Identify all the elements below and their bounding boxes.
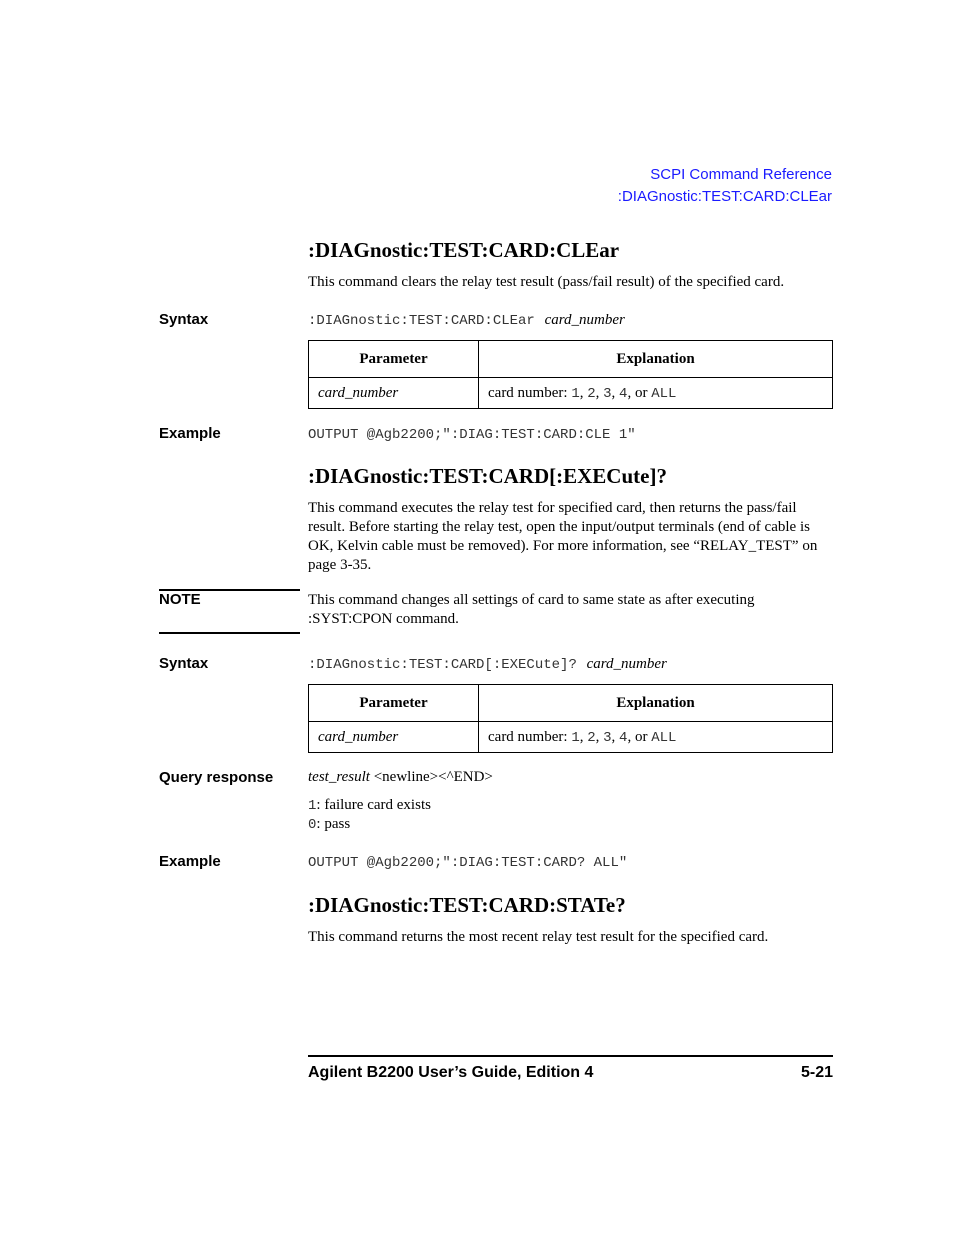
table-cell-parameter: card_number bbox=[309, 378, 479, 409]
separator: , or bbox=[627, 384, 652, 401]
query-response-line bbox=[308, 769, 493, 786]
response-code: 1 bbox=[308, 798, 317, 814]
response-text: : pass bbox=[316, 816, 351, 832]
table-cell-explanation bbox=[479, 722, 833, 753]
value-4: 4 bbox=[619, 729, 628, 746]
syntax-label: Syntax bbox=[159, 311, 209, 328]
section-title-execute: :DIAGnostic:TEST:CARD[:EXECute]? bbox=[308, 464, 667, 488]
separator: , bbox=[611, 384, 620, 401]
query-response-variable: test_result bbox=[308, 769, 370, 785]
response-text: : failure card exists bbox=[316, 797, 431, 813]
value-1: 1 bbox=[571, 385, 580, 402]
footer-title: Agilent B2200 User’s Guide, Edition 4 bbox=[308, 1064, 594, 1081]
separator: , bbox=[595, 728, 604, 745]
value-all: ALL bbox=[651, 385, 677, 402]
note-label: NOTE bbox=[159, 591, 201, 608]
separator: , bbox=[579, 728, 588, 745]
query-response-terminator: <newline><^END> bbox=[369, 769, 493, 785]
query-response-label: Query response bbox=[159, 769, 274, 786]
note-text: This command changes all settings of card to same state as after executing :SYST:CPON command. bbox=[308, 592, 755, 627]
syntax-code: :DIAGnostic:TEST:CARD:CLEar bbox=[308, 313, 535, 329]
example-label: Example bbox=[159, 425, 221, 442]
page-number: 5-21 bbox=[800, 1064, 833, 1081]
example-code: OUTPUT @Agb2200;":DIAG:TEST:CARD:CLE 1" bbox=[308, 427, 636, 443]
syntax-argument: card_number bbox=[586, 656, 667, 672]
value-all: ALL bbox=[651, 729, 677, 746]
value-2: 2 bbox=[587, 385, 596, 402]
response-value-pass bbox=[308, 816, 350, 833]
explanation-prefix: card number: bbox=[488, 728, 572, 745]
response-value-failure bbox=[308, 797, 431, 814]
value-4: 4 bbox=[619, 385, 628, 402]
example-code: OUTPUT @Agb2200;":DIAG:TEST:CARD? ALL" bbox=[308, 855, 628, 871]
table-cell-explanation bbox=[479, 378, 833, 409]
separator: , bbox=[595, 384, 604, 401]
syntax-line bbox=[308, 656, 667, 673]
section-description-execute: This command executes the relay test for specified card, then returns the pass/fail result. Before starting the relay test, open the input/output terminals (end of cable is OK, Kelvin cable must be removed). For more information, see “RELAY_TEST” on page 3-35. bbox=[308, 500, 818, 573]
section-title-state: :DIAGnostic:TEST:CARD:STATe? bbox=[308, 893, 626, 917]
syntax-argument: card_number bbox=[544, 312, 625, 328]
table-header-parameter: Parameter bbox=[309, 341, 479, 378]
running-header-command: :DIAGnostic:TEST:CARD:CLEar bbox=[617, 188, 832, 205]
section-description-clear: This command clears the relay test result (pass/fail result) of the specified card. bbox=[308, 274, 785, 290]
footer-rule bbox=[308, 1055, 833, 1057]
table-cell-parameter: card_number bbox=[309, 722, 479, 753]
table-header-explanation: Explanation bbox=[479, 685, 833, 722]
explanation-prefix: card number: bbox=[488, 384, 572, 401]
value-2: 2 bbox=[587, 729, 596, 746]
parameter-table bbox=[308, 684, 833, 753]
separator: , bbox=[579, 384, 588, 401]
running-header-title: SCPI Command Reference bbox=[650, 166, 832, 183]
separator: , or bbox=[627, 728, 652, 745]
example-label: Example bbox=[159, 853, 221, 870]
syntax-code: :DIAGnostic:TEST:CARD[:EXECute]? bbox=[308, 657, 577, 673]
separator: , bbox=[611, 728, 620, 745]
parameter-table bbox=[308, 340, 833, 409]
section-title-clear: :DIAGnostic:TEST:CARD:CLEar bbox=[308, 238, 620, 262]
section-description-state: This command returns the most recent relay test result for the specified card. bbox=[308, 929, 769, 945]
table-row bbox=[309, 378, 833, 409]
value-3: 3 bbox=[603, 729, 612, 746]
table-row bbox=[309, 722, 833, 753]
note-bottom-rule bbox=[159, 632, 300, 634]
value-1: 1 bbox=[571, 729, 580, 746]
syntax-label: Syntax bbox=[159, 655, 209, 672]
response-code: 0 bbox=[308, 817, 317, 833]
syntax-line bbox=[308, 312, 625, 329]
table-header-parameter: Parameter bbox=[309, 685, 479, 722]
table-header-explanation: Explanation bbox=[479, 341, 833, 378]
value-3: 3 bbox=[603, 385, 612, 402]
